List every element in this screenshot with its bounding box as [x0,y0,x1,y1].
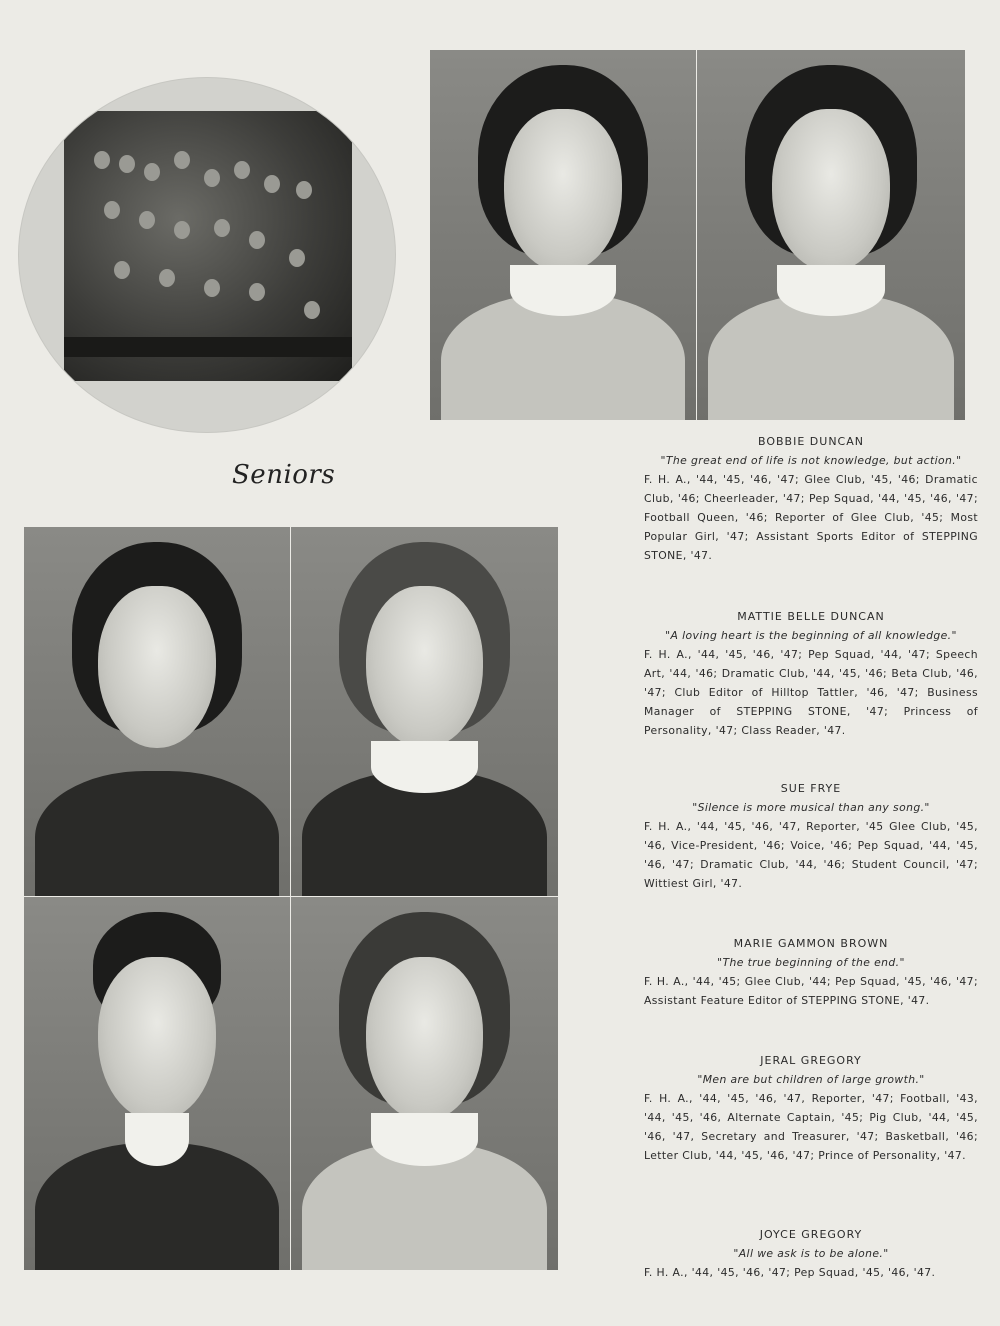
bio-joyce-gregory [644,1225,978,1282]
class-photo-frame [18,77,396,433]
senior-name: MARIE GAMMON BROWN [733,937,889,950]
portrait-mattie-belle-duncan [697,50,965,420]
bio-sue-frye [644,779,978,893]
senior-activities: F. H. A., '44, '45, '46, '47, Reporter, '47; Football, '43, '44, '45, '46, Alternate Captain, '45; Pig Club, '44, '45, '46, '47, Secretary and Treasurer, '47; Basketball, '46; Letter Club, '44, '45, '46, '47; Prince of Personality, '47. [644,1092,978,1162]
senior-name: MATTIE BELLE DUNCAN [737,610,885,623]
bio-mattie-belle-duncan [644,607,978,740]
portrait-marie-gammon-brown [291,527,558,896]
senior-activities: F. H. A., '44, '45, '46, '47; Pep Squad, '45, '46, '47. [644,1266,936,1279]
bio-marie-gammon-brown [644,934,978,1010]
bio-jeral-gregory [644,1051,978,1165]
senior-quote: "A loving heart is the beginning of all knowledge." [665,629,957,642]
bio-bobbie-duncan [644,432,978,565]
senior-activities: F. H. A., '44, '45; Glee Club, '44; Pep Squad, '45, '46, '47; Assistant Feature Editor of STEPPING STONE, '47. [644,975,978,1007]
senior-quote: "The true beginning of the end." [717,956,905,969]
senior-quote: "All we ask is to be alone." [733,1247,889,1260]
portrait-joyce-gregory [291,897,558,1270]
portrait-sue-frye [24,527,290,896]
section-title: Seniors [232,460,336,490]
portrait-bobbie-duncan [430,50,696,420]
senior-name: SUE FRYE [780,782,842,795]
senior-quote: "Men are but children of large growth." [697,1073,925,1086]
senior-quote: "The great end of life is not knowledge, but action." [660,454,962,467]
class-photo [64,111,352,381]
senior-name: BOBBIE DUNCAN [758,435,864,448]
senior-activities: F. H. A., '44, '45, '46, '47; Glee Club, '45, '46; Dramatic Club, '46; Cheerleader, '47; Pep Squad, '44, '45, '46, '47; Football Queen, '46; Reporter of Glee Club, '45; Most Popular Girl, '47; Assistant Sports Editor of STEPPING STONE, '47. [644,473,978,562]
senior-name: JERAL GREGORY [760,1054,862,1067]
senior-name: JOYCE GREGORY [759,1228,863,1241]
portrait-jeral-gregory [24,897,290,1270]
senior-activities: F. H. A., '44, '45, '46, '47; Pep Squad, '44, '47; Speech Art, '44, '46; Dramatic Club, '44, '45, '46; Beta Club, '46, '47; Club Editor of Hilltop Tattler, '46, '47; Business Manager of STEPPING STONE, '47; Princess of Personality, '47; Class Reader, '47. [644,648,978,737]
senior-quote: "Silence is more musical than any song." [692,801,930,814]
senior-activities: F. H. A., '44, '45, '46, '47, Reporter, '45 Glee Club, '45, '46, Vice-President, '46; Voice, '46; Pep Squad, '44, '45, '46, '47; Dramatic Club, '44, '46; Student Council, '47; Wittiest Girl, '47. [644,820,978,890]
